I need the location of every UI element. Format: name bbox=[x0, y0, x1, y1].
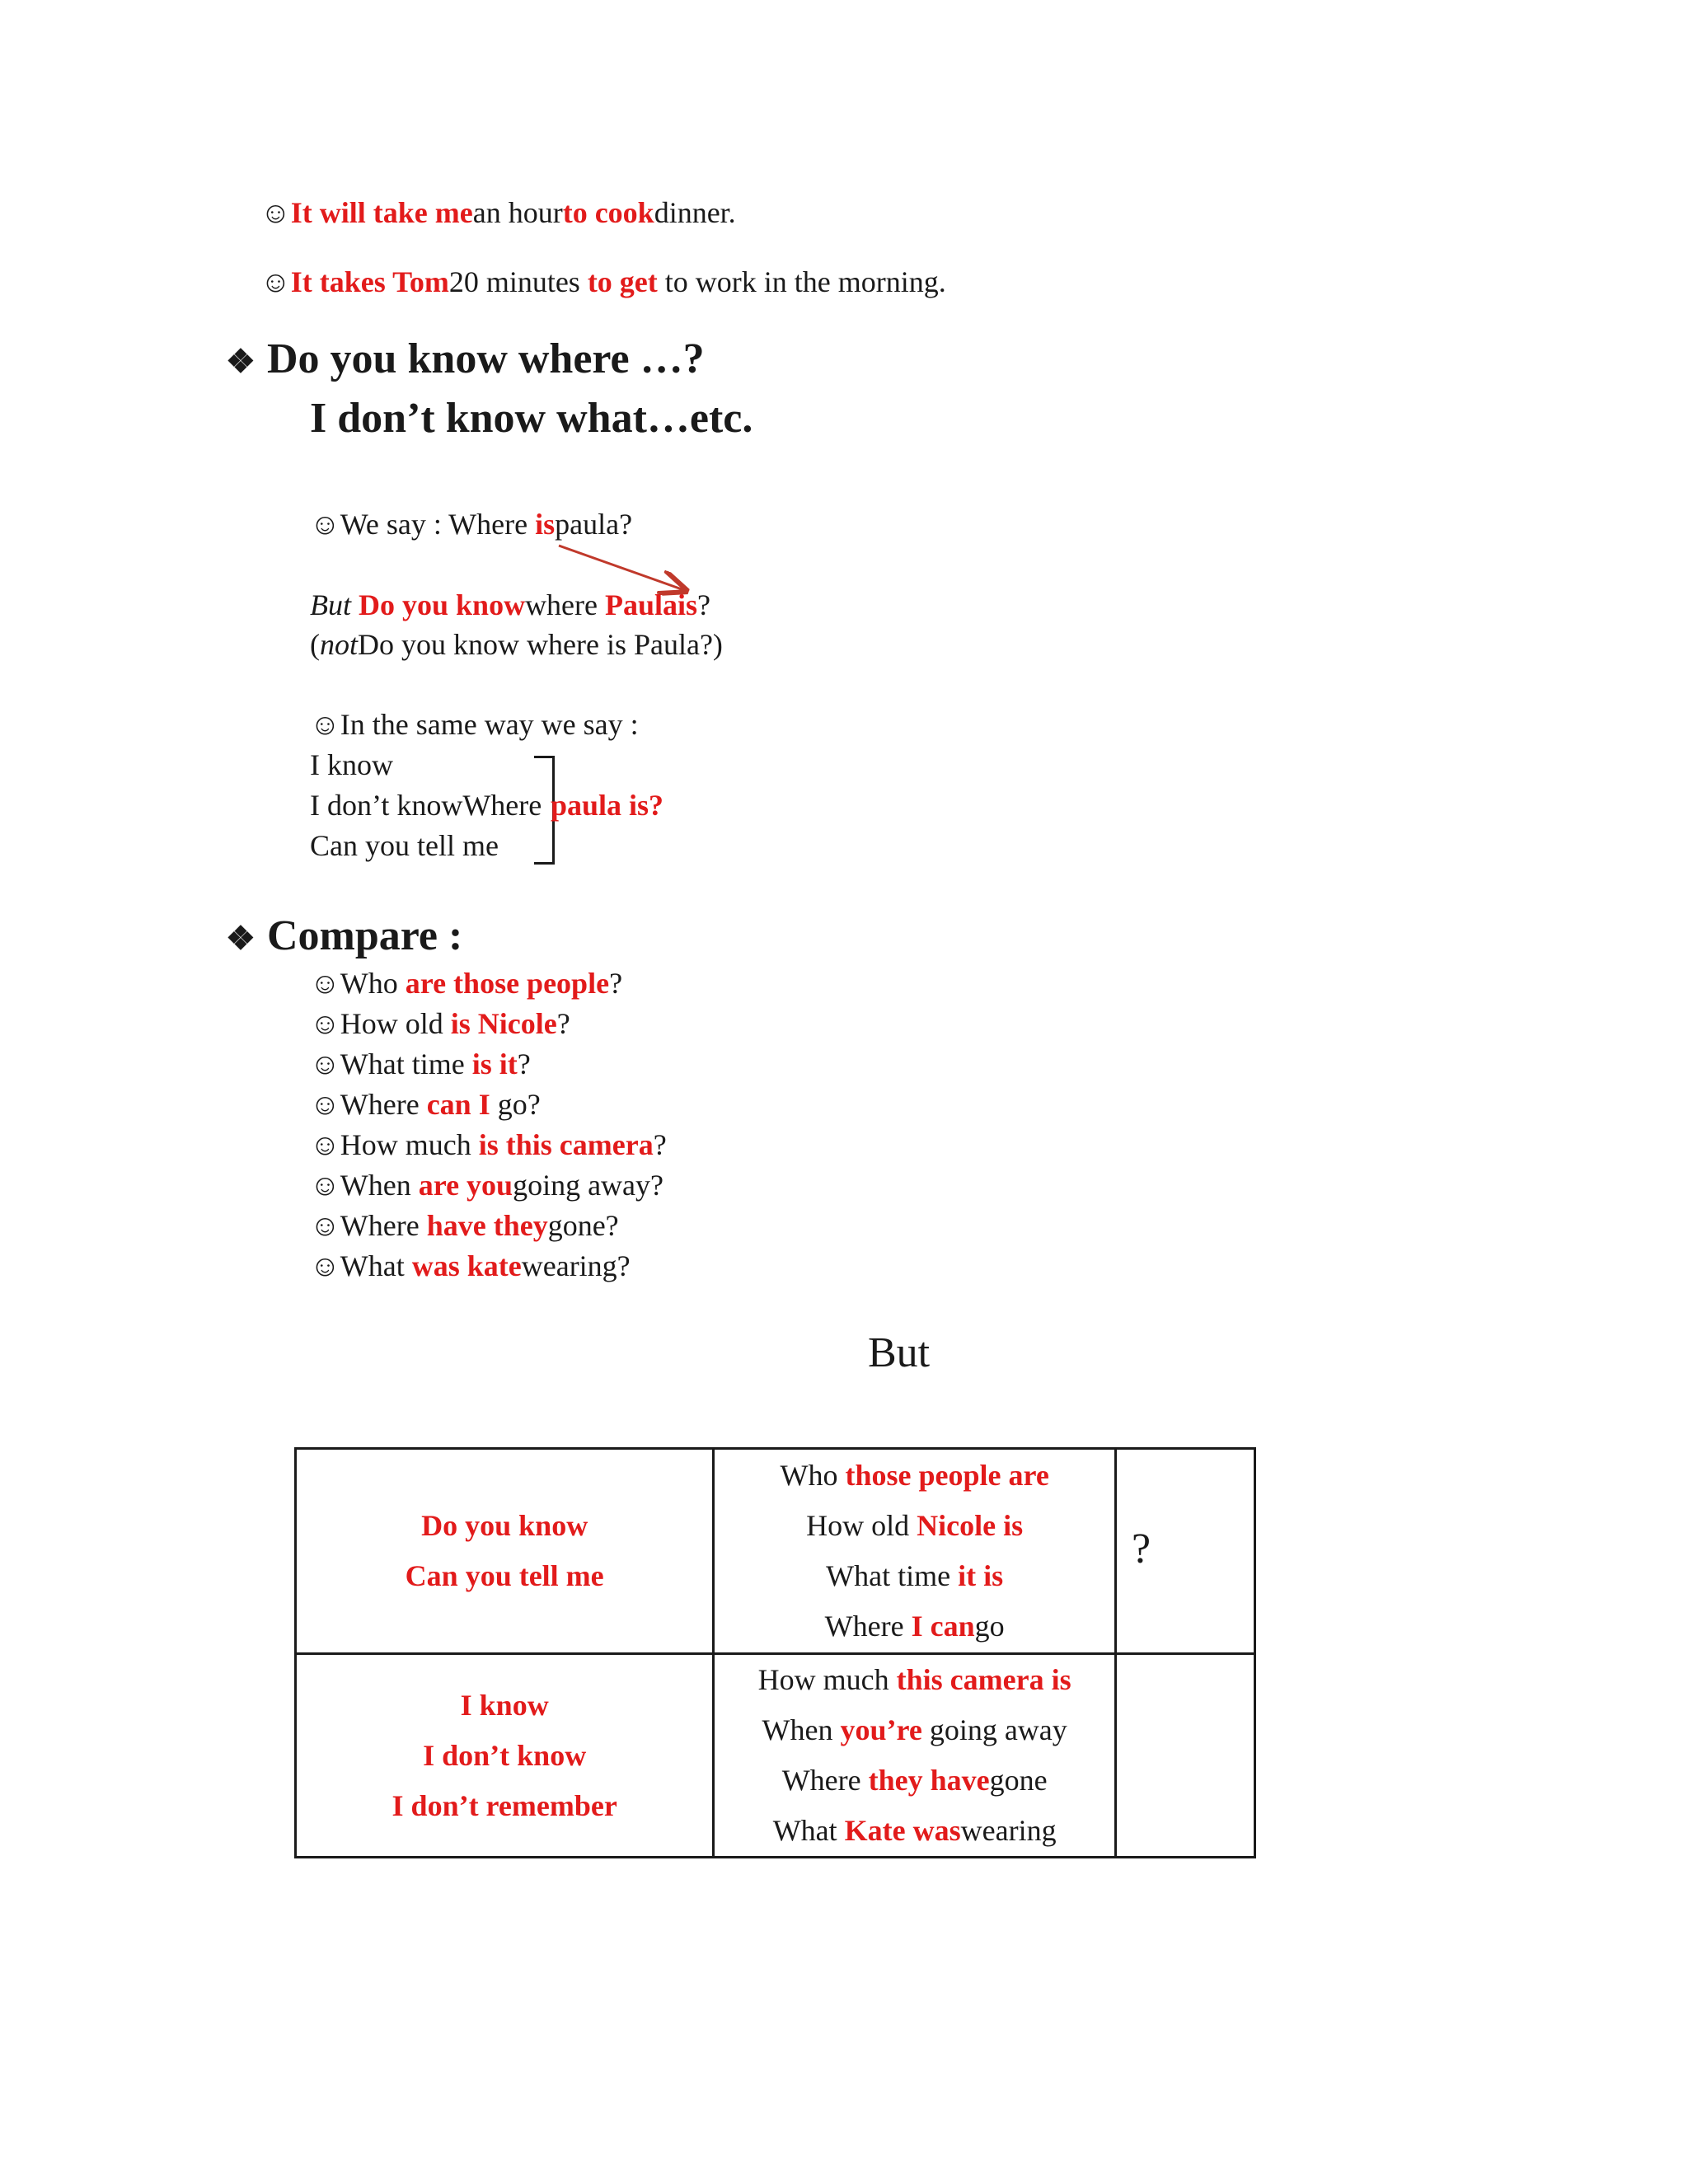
comparison-table bbox=[294, 1447, 1256, 1858]
smiley-icon: ☺ bbox=[310, 1047, 340, 1080]
smiley-icon: ☺ bbox=[260, 265, 291, 298]
table-row bbox=[296, 1654, 1255, 1858]
smiley-icon: ☺ bbox=[310, 708, 340, 741]
smiley-icon: ☺ bbox=[310, 1007, 340, 1040]
compare-item: ☺What was katewearing? bbox=[310, 1249, 631, 1282]
compare-item: ☺What time is it? bbox=[310, 1047, 531, 1080]
smiley-icon: ☺ bbox=[310, 1128, 340, 1161]
phrase-i-dont-know: I don’t knowWhere bbox=[310, 789, 542, 822]
table-cell-empty bbox=[1115, 1654, 1254, 1858]
paula-is-text: paula is? bbox=[551, 789, 664, 822]
smiley-icon: ☺ bbox=[310, 967, 340, 1000]
but-label: But bbox=[868, 1329, 931, 1376]
diamond-bullet-icon: ❖ bbox=[226, 343, 256, 380]
compare-item: ☺Who are those people? bbox=[310, 967, 623, 1000]
table-row bbox=[296, 1449, 1255, 1654]
smiley-icon: ☺ bbox=[310, 1209, 340, 1242]
smiley-icon: ☺ bbox=[310, 1249, 340, 1282]
phrase-i-know: I know bbox=[310, 748, 393, 781]
intro-line-1: ☺It will take mean hourto cookdinner. bbox=[260, 196, 736, 229]
compare-item: ☺How much is this camera? bbox=[310, 1128, 667, 1161]
intro-line-2: ☺It takes Tom20 minutes to get to work in the morning. bbox=[260, 265, 946, 298]
compare-item: ☺How old is Nicole? bbox=[310, 1007, 570, 1040]
table-cell-mid: Who those people are How old Nicole is What time it is Where I cango bbox=[714, 1449, 1116, 1654]
phrase-can-you-tell-me: Can you tell me bbox=[310, 829, 499, 862]
table-cell-left: I know I don’t know I don’t remember bbox=[296, 1654, 714, 1858]
table-cell-question bbox=[1115, 1449, 1254, 1654]
compare-item: ☺When are yougoing away? bbox=[310, 1169, 663, 1202]
smiley-icon: ☺ bbox=[260, 196, 291, 229]
question-mark: ? bbox=[1131, 1526, 1151, 1572]
smiley-icon: ☺ bbox=[310, 1088, 340, 1121]
compare-item: ☺Where can I go? bbox=[310, 1088, 541, 1121]
we-say-line: ☺We say : Where ispaula? bbox=[310, 508, 633, 541]
diamond-bullet-icon: ❖ bbox=[226, 920, 256, 957]
but-example-line: But Do you knowwhere Paulais? bbox=[310, 588, 711, 621]
same-way-line: ☺In the same way we say : bbox=[310, 708, 639, 741]
smiley-icon: ☺ bbox=[310, 508, 340, 541]
smiley-icon: ☺ bbox=[310, 1169, 340, 1202]
section-heading-1: ❖ Do you know where …? bbox=[226, 330, 705, 391]
table-cell-left: Do you know Can you tell me bbox=[296, 1449, 714, 1654]
table-cell-mid: How much this camera is When you’re going away Where they havegone What Kate waswearing bbox=[714, 1654, 1116, 1858]
section-heading-1b: I don’t know what…etc. bbox=[310, 395, 753, 442]
section-heading-compare: ❖ Compare : bbox=[226, 907, 462, 968]
not-example-line: (notDo you know where is Paula?) bbox=[310, 628, 723, 661]
compare-item: ☺Where have theygone? bbox=[310, 1209, 619, 1242]
